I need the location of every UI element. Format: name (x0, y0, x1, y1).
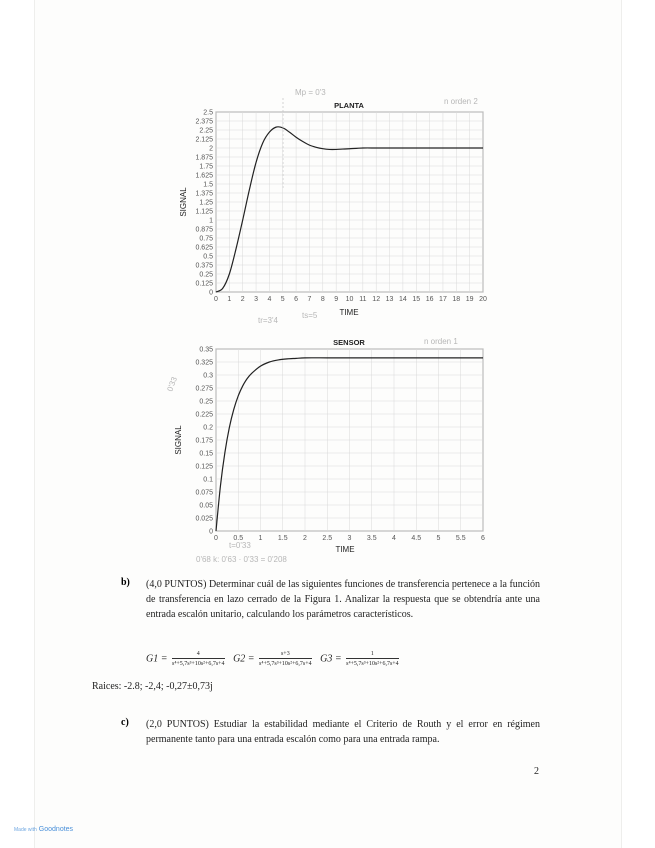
annotation-orden1: n orden 1 (424, 337, 458, 346)
sensor-xtick-label: 1.5 (277, 535, 288, 542)
planta-xlabel: TIME (339, 308, 359, 317)
g2-denominator: s⁴+5,7s³+10s²+6,7s+4 (259, 658, 312, 668)
planta-ytick-label: 1.75 (199, 163, 213, 171)
watermark-prefix: Made with (14, 827, 37, 833)
planta-ylabel: SIGNAL (179, 187, 188, 217)
sensor-xtick-label: 4 (392, 535, 396, 542)
question-c-text: (2,0 PUNTOS) Estudiar la estabilidad mediante el Criterio de Routh y el error en régimen permanente tanto para una entrada escalón como para una entrada rampa. (146, 719, 540, 745)
planta-xtick-label: 9 (334, 296, 339, 303)
planta-ytick-label: 2.5 (203, 109, 213, 117)
planta-ytick-label: 1.5 (203, 181, 213, 189)
sensor-ytick-label: 0.15 (199, 450, 213, 458)
sensor-xticks (214, 535, 485, 542)
roots-note: Raices: -2.8; -2,4; -0,27±0,73j (92, 681, 213, 692)
annotation-sensor-yvalue: 0'33 (165, 375, 179, 393)
planta-ytick-label: 1.125 (195, 208, 213, 216)
g3-label: G3 = (320, 653, 342, 665)
planta-ytick-label: 2.25 (199, 127, 213, 135)
sensor-xtick-label: 2 (303, 535, 307, 542)
planta-xtick-label: 18 (452, 296, 461, 303)
planta-xtick-label: 17 (439, 296, 447, 303)
sensor-ytick-label: 0.05 (199, 502, 213, 510)
sensor-xlabel: TIME (335, 545, 355, 554)
planta-xtick-label: 15 (412, 296, 421, 303)
planta-xtick-label: 6 (294, 296, 299, 303)
planta-grid (216, 112, 483, 292)
planta-ytick-label: 2.375 (195, 118, 213, 126)
sensor-chart (174, 338, 485, 554)
sensor-xtick-label: 5.5 (455, 535, 466, 542)
g3-denominator: s⁴+5,7s³+10s²+6,7s+4 (346, 658, 399, 668)
g1-label: G1 = (146, 653, 168, 665)
planta-ytick-label: 1.625 (195, 172, 213, 180)
sensor-xtick-label: 4.5 (411, 535, 422, 542)
planta-xtick-label: 4 (267, 296, 272, 303)
sensor-grid (216, 349, 483, 531)
watermark-brand: Goodnotes (38, 826, 74, 833)
g1-fraction (172, 650, 225, 668)
annotation-tr: tr=3'4 (258, 316, 278, 325)
planta-ytick-label: 1.25 (199, 199, 213, 207)
annotation-tau: t=0'33 (229, 541, 251, 550)
planta-xtick-label: 14 (399, 296, 407, 303)
sensor-xtick-label: 0 (214, 535, 218, 542)
planta-ytick-label: 0.625 (195, 244, 213, 252)
planta-xtick-label: 11 (359, 296, 367, 303)
goodnotes-watermark (14, 826, 73, 833)
sensor-ytick-label: 0.075 (195, 489, 213, 497)
question-c-label: c) (121, 717, 129, 728)
planta-xticks (214, 296, 487, 303)
sensor-yticks (195, 346, 213, 535)
sensor-ytick-label: 0.35 (199, 346, 213, 354)
planta-xtick-label: 3 (254, 296, 259, 303)
sensor-xtick-label: 5 (436, 535, 441, 542)
question-b-label: b) (121, 577, 130, 588)
planta-xtick-label: 10 (345, 296, 354, 303)
annotation-orden2: n orden 2 (444, 97, 478, 106)
sensor-title: SENSOR (333, 338, 365, 347)
sensor-ytick-label: 0 (209, 528, 213, 536)
page-number: 2 (534, 766, 539, 777)
planta-ytick-label: 0 (209, 289, 213, 297)
planta-ytick-label: 2.125 (195, 136, 213, 144)
planta-ytick-label: 0.125 (195, 280, 213, 288)
sensor-ytick-label: 0.325 (195, 359, 213, 367)
sensor-ytick-label: 0.3 (203, 372, 213, 380)
planta-ytick-label: 1.375 (195, 190, 213, 198)
annotation-ts: ts=5 (302, 311, 318, 320)
g2-label: G2 = (233, 653, 255, 665)
sensor-ylabel: SIGNAL (174, 425, 183, 455)
sensor-xtick-label: 3.5 (366, 535, 377, 542)
sensor-ytick-label: 0.275 (195, 385, 213, 393)
planta-yticks (195, 109, 213, 296)
planta-xtick-label: 16 (425, 296, 434, 303)
planta-ytick-label: 0.5 (203, 253, 213, 261)
planta-xtick-label: 12 (372, 296, 381, 303)
planta-xtick-label: 20 (479, 296, 487, 303)
planta-title: PLANTA (334, 101, 364, 110)
annotation-sensor-bottom: 0'68 k: 0'63 · 0'33 = 0'208 (196, 555, 287, 564)
g3-numerator: 1 (370, 651, 374, 657)
planta-xtick-label: 0 (214, 296, 218, 303)
sensor-ytick-label: 0.225 (195, 411, 213, 419)
sensor-xtick-label: 2.5 (322, 535, 333, 542)
g1-numerator: 4 (196, 651, 200, 657)
sensor-ytick-label: 0.025 (195, 515, 213, 523)
planta-ytick-label: 0.75 (199, 235, 213, 243)
planta-xtick-label: 5 (280, 296, 285, 303)
planta-xtick-label: 19 (465, 296, 474, 303)
sensor-xtick-label: 3 (347, 535, 352, 542)
planta-xtick-label: 8 (320, 296, 325, 303)
sensor-xtick-label: 1 (258, 535, 263, 542)
planta-ytick-label: 2 (209, 145, 213, 153)
planta-xtick-label: 13 (385, 296, 394, 303)
sensor-ytick-label: 0.2 (203, 424, 213, 432)
planta-ytick-label: 1 (209, 217, 213, 225)
sensor-xtick-label: 0.5 (233, 535, 244, 542)
sensor-ytick-label: 0.25 (199, 398, 213, 406)
planta-ytick-label: 0.25 (199, 271, 213, 279)
question-b-text: (4,0 PUNTOS) Determinar cuál de las siguientes funciones de transferencia pertenece a la función de transferencia en lazo cerrado de la Figura 1. Analizar la respuesta que se obtendría ante una entrada escalón unitario, calculando los parámetros característicos. (146, 579, 540, 620)
sensor-ytick-label: 0.125 (195, 463, 213, 471)
planta-ytick-label: 1.875 (195, 154, 213, 162)
g2-fraction (259, 650, 312, 668)
planta-chart (179, 101, 487, 317)
transfer-functions (146, 650, 405, 668)
annotation-mp: Mp = 0'3 (295, 88, 326, 97)
sensor-ytick-label: 0.1 (203, 476, 213, 484)
g2-numerator: s+3 (280, 651, 290, 657)
planta-xtick-label: 7 (307, 296, 312, 303)
planta-ytick-label: 0.875 (195, 226, 213, 234)
g3-fraction (346, 650, 399, 668)
planta-xtick-label: 2 (240, 296, 245, 303)
sensor-ytick-label: 0.175 (195, 437, 213, 445)
planta-xtick-label: 1 (227, 296, 232, 303)
planta-ytick-label: 0.375 (195, 262, 213, 270)
g1-denominator: s⁴+5,7s³+10s²+6,7s+4 (172, 658, 225, 668)
sensor-xtick-label: 6 (481, 535, 485, 542)
